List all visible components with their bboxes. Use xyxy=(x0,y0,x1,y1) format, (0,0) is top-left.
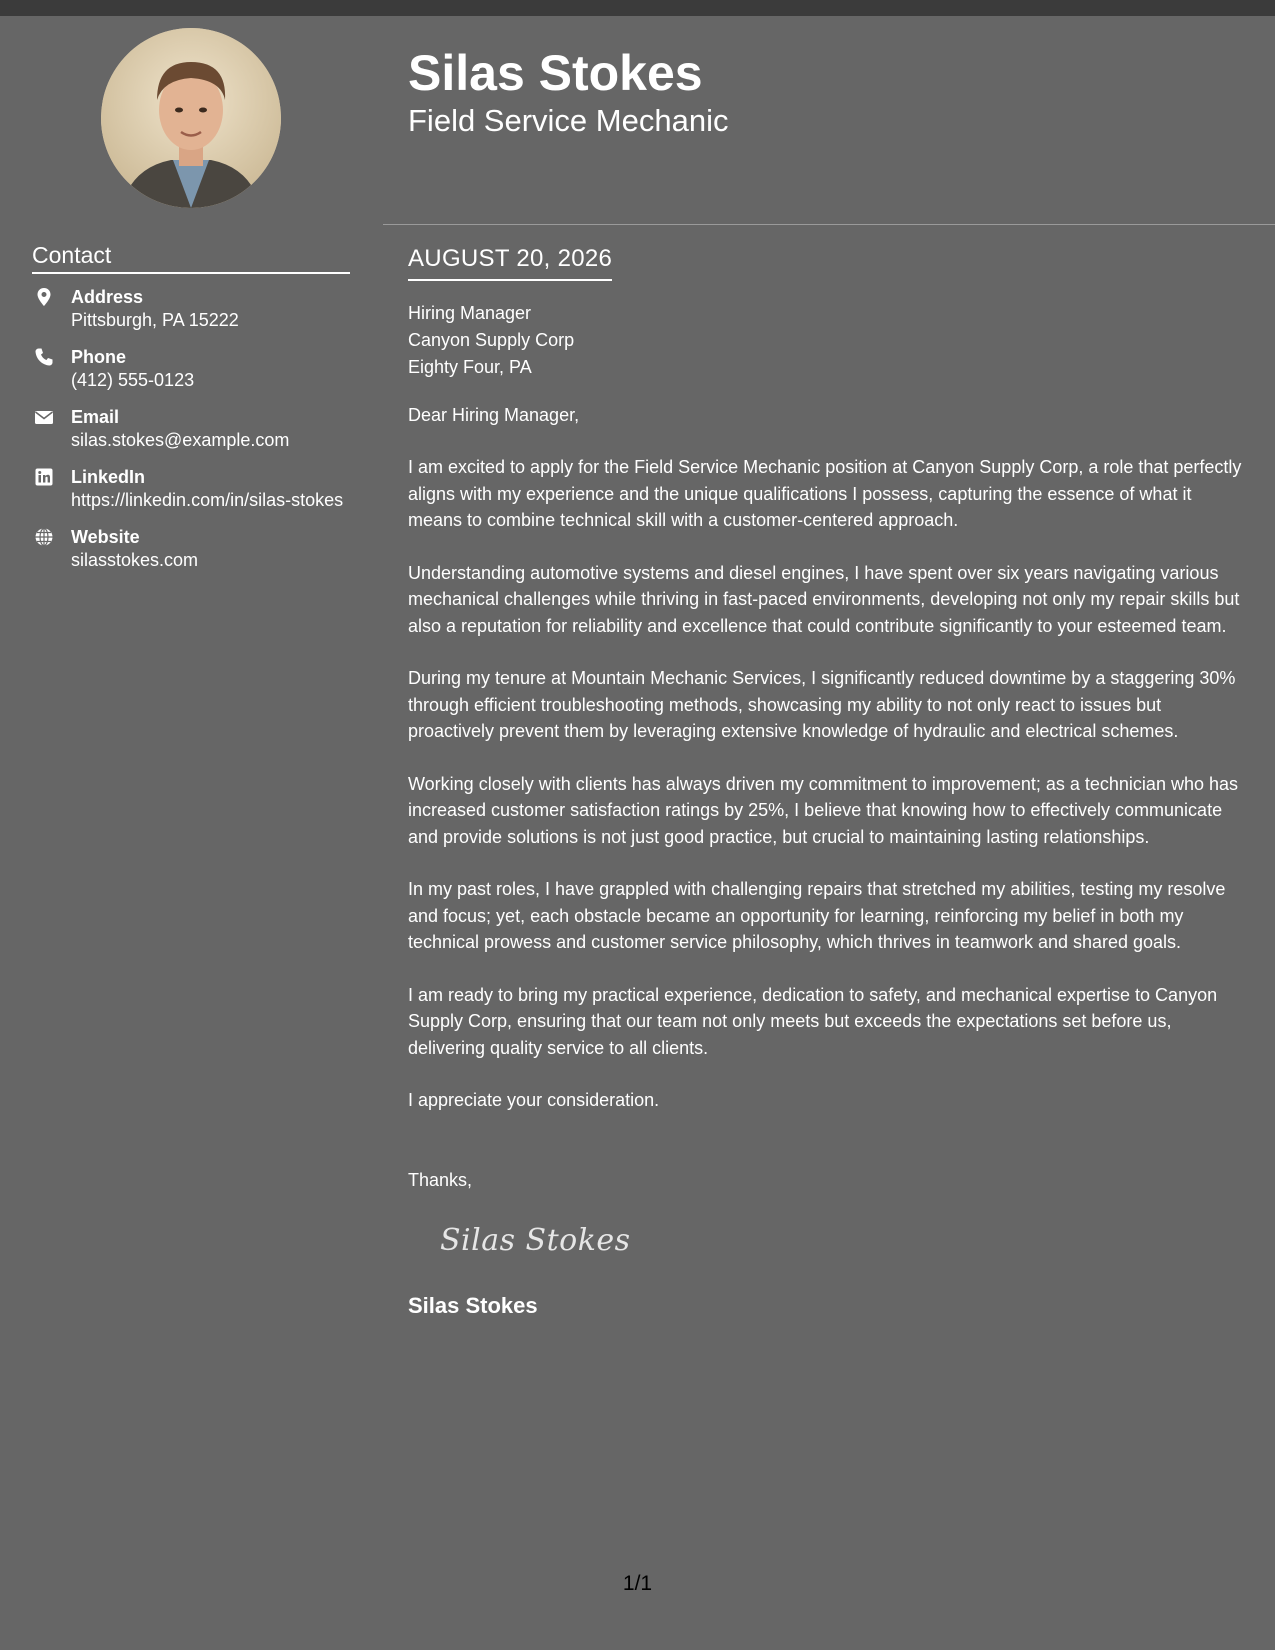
linkedin-label: LinkedIn xyxy=(71,467,146,487)
contact-list xyxy=(32,286,350,586)
contact-item-email xyxy=(32,406,350,452)
contact-item-address xyxy=(32,286,350,332)
phone-value: (412) 555-0123 xyxy=(71,370,195,390)
envelope-icon xyxy=(34,407,54,427)
address-value: Pittsburgh, PA 15222 xyxy=(71,310,239,330)
letter-paragraph: During my tenure at Mountain Mechanic Services, I significantly reduced downtime by a staggering 30% through efficient troubleshooting methods, showcasing my ability to not only react to issues but proactively prevent them by leveraging extensive knowledge of hydraulic and electrical schemes. xyxy=(408,668,1236,741)
contact-item-website xyxy=(32,526,350,572)
recipient-line: Canyon Supply Corp xyxy=(408,330,575,350)
profile-photo xyxy=(101,28,281,208)
recipient-line: Eighty Four, PA xyxy=(408,357,532,377)
letter-paragraph: I appreciate your consideration. xyxy=(408,1090,660,1110)
letter-date: AUGUST 20, 2026 xyxy=(408,243,612,281)
header-divider xyxy=(383,224,1275,225)
email-value[interactable]: silas.stokes@example.com xyxy=(71,430,290,450)
contact-heading: Contact xyxy=(32,240,350,274)
letter-paragraph: Working closely with clients has always driven my commitment to improvement; as a technician who has increased customer satisfaction ratings by 25%, I believe that knowing how to effectively communicate and provide solutions is not just good practice, but crucial to maintaining lasting relationships. xyxy=(408,773,1238,847)
phone-icon xyxy=(34,347,54,367)
job-title: Field Service Mechanic xyxy=(408,103,729,138)
contact-item-phone xyxy=(32,346,350,392)
letter-paragraph: I am ready to bring my practical experience, dedication to safety, and mechanical expertise to Canyon Supply Corp, ensuring that our team not only meets but exceeds the expectations set before us, delivering quality service to all clients. xyxy=(408,984,1218,1058)
website-label: Website xyxy=(71,527,140,547)
closing: Thanks, xyxy=(408,1169,473,1190)
globe-icon xyxy=(34,527,54,547)
linkedin-value[interactable]: https://linkedin.com/in/silas-stokes xyxy=(71,490,344,510)
letter-paragraph: In my past roles, I have grappled with challenging repairs that stretched my abilities, testing my resolve and focus; yet, each obstacle became an opportunity for learning, reinforcing my belief in both my technical prowess and customer service philosophy, which thrives in teamwork and shared goals. xyxy=(408,879,1226,952)
email-label: Email xyxy=(71,407,120,427)
signature-image: Silas Stokes xyxy=(440,1222,631,1258)
salutation: Dear Hiring Manager, xyxy=(408,405,580,425)
signoff-name: Silas Stokes xyxy=(408,1292,538,1318)
candidate-name: Silas Stokes xyxy=(408,45,703,101)
recipient-block xyxy=(408,300,1250,381)
recipient-line: Hiring Manager xyxy=(408,303,532,323)
map-pin-icon xyxy=(34,287,54,307)
linkedin-icon xyxy=(34,467,54,487)
contact-item-linkedin xyxy=(32,466,350,512)
phone-label: Phone xyxy=(71,347,127,367)
letter-body xyxy=(408,243,1250,1321)
top-bar xyxy=(0,0,1275,16)
address-label: Address xyxy=(71,287,144,307)
page-number: 1/1 xyxy=(622,1572,653,1595)
website-value[interactable]: silasstokes.com xyxy=(71,550,199,570)
letter-paragraph: I am excited to apply for the Field Service Mechanic position at Canyon Supply Corp, a role that perfectly aligns with my experience and the unique qualifications I possess, capturing the essence of what it means to combine technical skill with a customer-centered approach. xyxy=(408,457,1242,530)
letter-paragraph: Understanding automotive systems and diesel engines, I have spent over six years navigating various mechanical challenges while thriving in fast-paced environments, developing not only my repair skills but also a reputation for reliability and excellence that could contribute significantly to your esteemed team. xyxy=(408,562,1240,636)
